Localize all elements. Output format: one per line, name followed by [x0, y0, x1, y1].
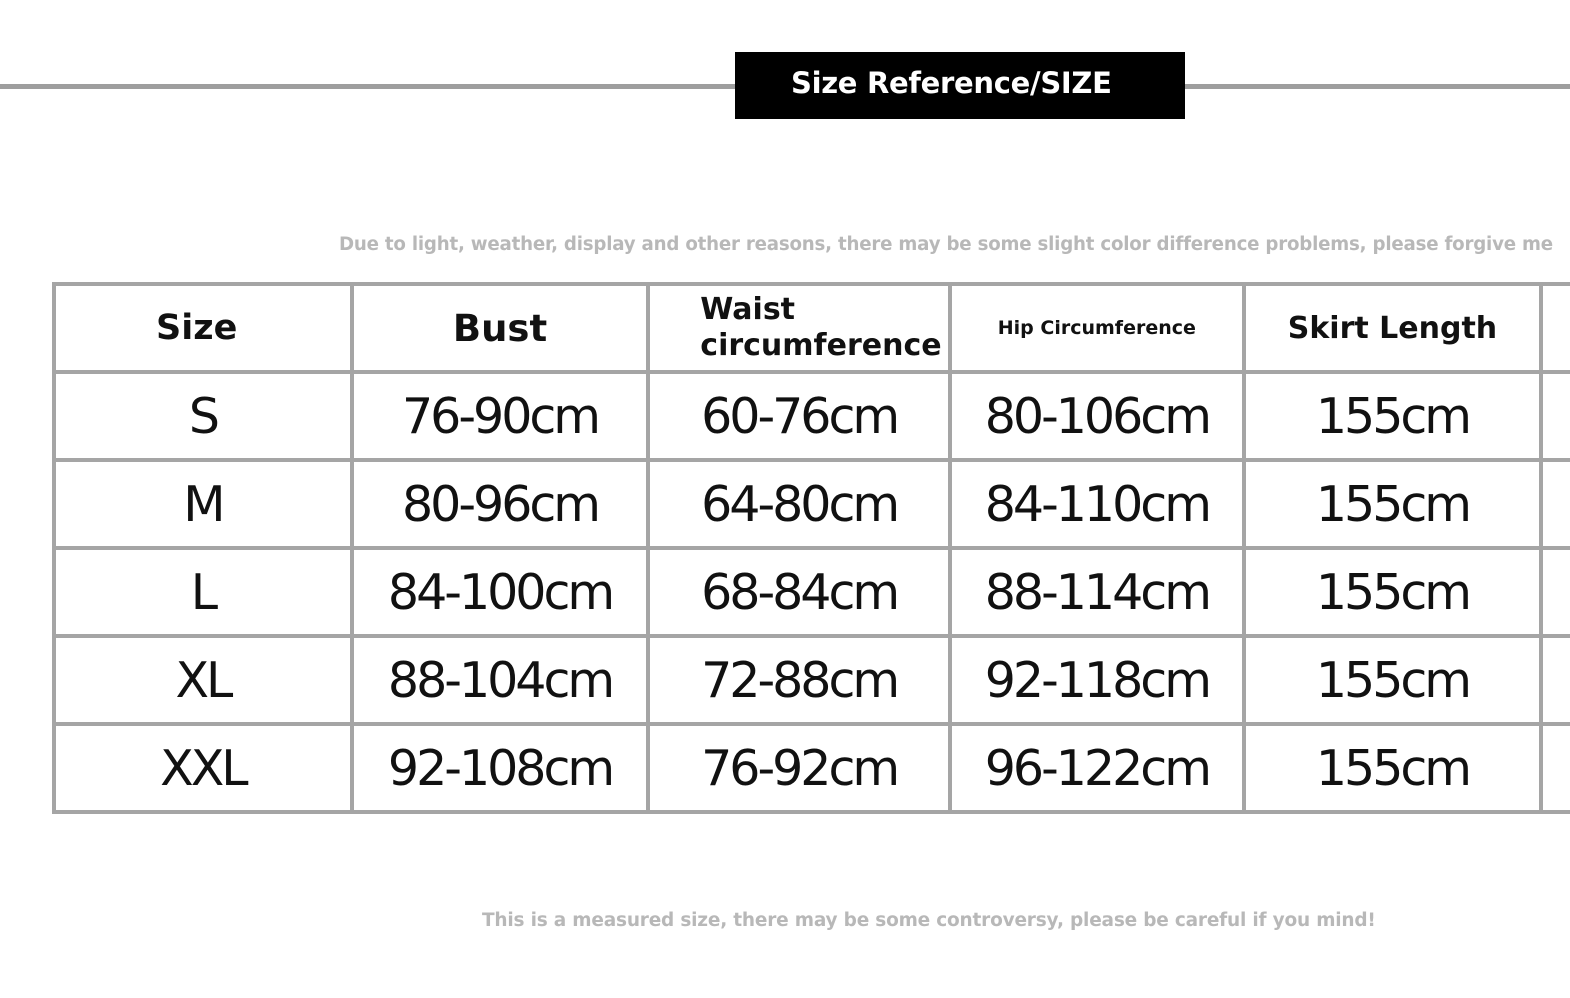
- header-waist: Waist circumference: [648, 284, 950, 372]
- cell-overflow: [1541, 724, 1570, 812]
- cell-hip: 88-114cm: [950, 548, 1244, 636]
- cell-size: L: [54, 548, 352, 636]
- cell-hip: 84-110cm: [950, 460, 1244, 548]
- cell-waist: 68-84cm: [648, 548, 950, 636]
- color-difference-note: Due to light, weather, display and other reasons, there may be some slight color difference problems, please forgive me: [339, 234, 1553, 255]
- cell-skirt-length: 155cm: [1244, 548, 1541, 636]
- size-chart-table: [52, 282, 1570, 814]
- header-overflow-cell: [1541, 284, 1570, 372]
- cell-overflow: [1541, 636, 1570, 724]
- cell-size: XL: [54, 636, 352, 724]
- cell-hip: 96-122cm: [950, 724, 1244, 812]
- size-reference-banner: Size Reference/SIZE: [735, 52, 1185, 119]
- cell-hip: 80-106cm: [950, 372, 1244, 460]
- cell-size: XXL: [54, 724, 352, 812]
- cell-overflow: [1541, 460, 1570, 548]
- cell-bust: 88-104cm: [352, 636, 649, 724]
- measured-size-note: This is a measured size, there may be some controversy, please be careful if you mind!: [482, 910, 1376, 931]
- table-row: [54, 372, 1570, 460]
- cell-overflow: [1541, 372, 1570, 460]
- cell-overflow: [1541, 548, 1570, 636]
- cell-bust: 80-96cm: [352, 460, 649, 548]
- cell-skirt-length: 155cm: [1244, 460, 1541, 548]
- cell-skirt-length: 155cm: [1244, 724, 1541, 812]
- cell-skirt-length: 155cm: [1244, 636, 1541, 724]
- table-header-row: [54, 284, 1570, 372]
- table-row: [54, 724, 1570, 812]
- cell-skirt-length: 155cm: [1244, 372, 1541, 460]
- cell-waist: 60-76cm: [648, 372, 950, 460]
- cell-waist: 64-80cm: [648, 460, 950, 548]
- divider-right: [1180, 84, 1570, 89]
- cell-bust: 84-100cm: [352, 548, 649, 636]
- cell-bust: 92-108cm: [352, 724, 649, 812]
- header-bust: Bust: [352, 284, 649, 372]
- cell-hip: 92-118cm: [950, 636, 1244, 724]
- divider-left: [0, 84, 740, 89]
- header-skirt-length: Skirt Length: [1244, 284, 1541, 372]
- table-row: [54, 548, 1570, 636]
- cell-waist: 76-92cm: [648, 724, 950, 812]
- cell-waist: 72-88cm: [648, 636, 950, 724]
- cell-size: S: [54, 372, 352, 460]
- table-row: [54, 460, 1570, 548]
- header-size: Size: [54, 284, 352, 372]
- cell-size: M: [54, 460, 352, 548]
- table-row: [54, 636, 1570, 724]
- header-hip: Hip Circumference: [950, 284, 1244, 372]
- cell-bust: 76-90cm: [352, 372, 649, 460]
